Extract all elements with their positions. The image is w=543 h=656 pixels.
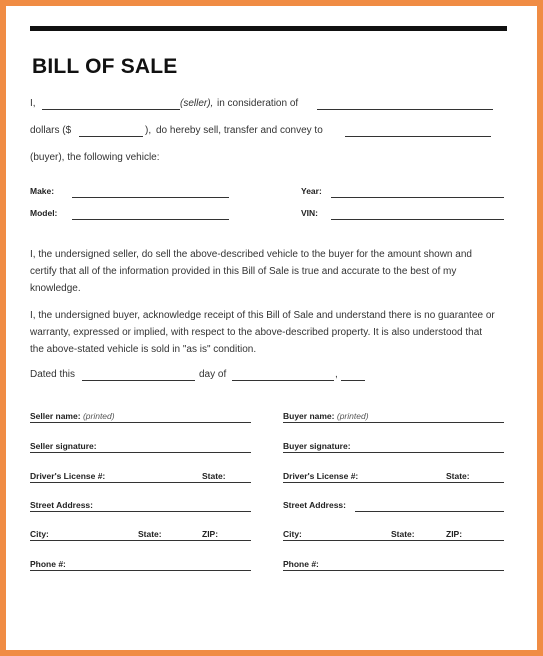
seller-zip-label: ZIP: [202,529,219,539]
make-label: Make: [30,186,55,196]
buyer-phone-field[interactable] [283,570,504,571]
convey-text: do hereby sell, transfer and convey to [156,125,323,136]
buyer-license-state-label: State: [446,471,470,481]
buyer-phone-label: Phone #: [283,559,319,569]
vin-label: VIN: [301,208,318,218]
seller-statement: I, the undersigned seller, do sell the above-described vehicle to the buyer for the amount shown and certify that all of the information provided in this Bill of Sale is true and accurate to the best of my knowledge. [30,249,472,294]
vin-field[interactable] [331,219,504,220]
make-field[interactable] [72,197,229,198]
buyer-name-blank[interactable] [345,136,491,137]
seller-name-field[interactable] [30,422,251,423]
model-label: Model: [30,208,58,218]
seller-tag: (seller), [180,98,214,109]
buyer-name-field[interactable] [283,422,504,423]
seller-license-label: Driver's License #: [30,471,106,481]
seller-address-label: Street Address: [30,500,93,510]
day-of-text: day of [199,369,227,380]
buyer-zip-label: ZIP: [446,529,463,539]
date-comma: , [335,369,338,380]
seller-name-blank[interactable] [42,109,180,110]
seller-license-field[interactable] [30,482,251,483]
seller-phone-label: Phone #: [30,559,66,569]
line1-prefix: I, [30,98,36,109]
dated-prefix: Dated this [30,369,76,380]
header-rule [30,26,507,31]
month-blank[interactable] [232,380,334,381]
model-field[interactable] [72,219,229,220]
year-blank[interactable] [341,380,365,381]
seller-phone-field[interactable] [30,570,251,571]
buyer-state-label: State: [391,529,415,539]
day-blank[interactable] [82,380,195,381]
seller-license-state-label: State: [202,471,226,481]
buyer-license-label: Driver's License #: [283,471,359,481]
consideration-blank[interactable] [317,109,493,110]
buyer-license-field[interactable] [283,482,504,483]
buyer-signature-field[interactable] [283,452,504,453]
amount-blank[interactable] [79,136,143,137]
seller-address-field[interactable] [30,511,251,512]
seller-name-label: Seller name: (printed) [30,411,115,421]
seller-signature-label: Seller signature: [30,441,97,451]
close-paren: ), [145,125,152,136]
year-field[interactable] [331,197,504,198]
buyer-address-field[interactable] [355,511,504,512]
seller-city-label: City: [30,529,49,539]
consideration-text: in consideration of [217,98,299,109]
buyer-city-field[interactable] [283,540,504,541]
following-vehicle-text: (buyer), the following vehicle: [30,152,160,163]
year-label: Year: [301,186,322,196]
buyer-city-label: City: [283,529,302,539]
dollars-text: dollars ($ [30,125,72,136]
seller-signature-field[interactable] [30,452,251,453]
buyer-statement: I, the undersigned buyer, acknowledge receipt of this Bill of Sale and understand there is no guarantee or warranty, expressed or implied, with respect to the above-described property. It is also understood that the above-stated vehicle is sold in "as is" condition. [30,310,495,355]
seller-city-field[interactable] [30,540,251,541]
buyer-signature-label: Buyer signature: [283,441,351,451]
buyer-name-label: Buyer name: (printed) [283,411,369,421]
seller-state-label: State: [138,529,162,539]
document-title: BILL OF SALE [32,55,178,78]
buyer-address-label: Street Address: [283,500,346,510]
document-page [6,6,537,650]
